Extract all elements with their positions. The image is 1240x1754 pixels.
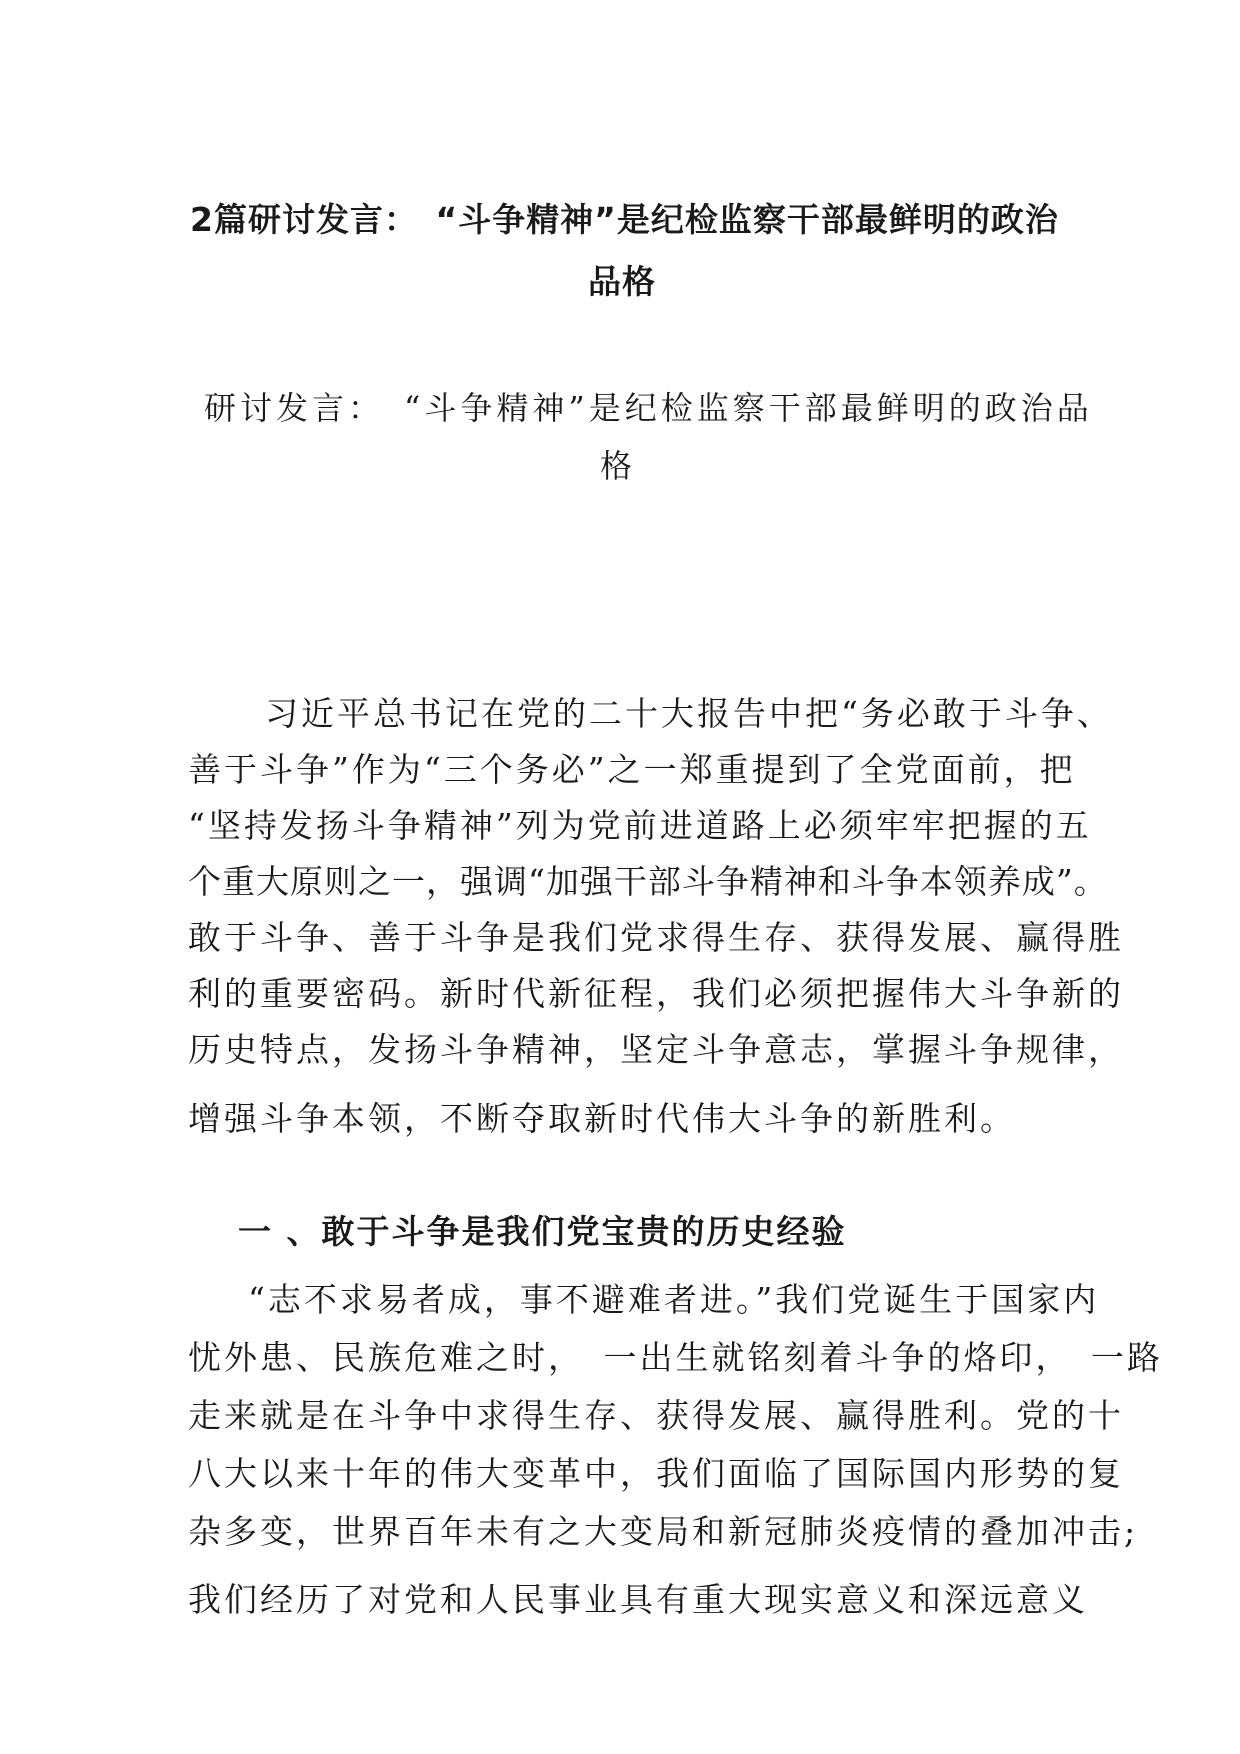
document-subtitle-line-2: 格 <box>600 447 637 485</box>
intro-paragraph-line: “坚持发扬斗争精神”列为党前进道路上必须牢牢把握的五 <box>188 806 1092 845</box>
intro-paragraph-line: 敢于斗争、善于斗争是我们党求得生存、获得发展、赢得胜 <box>188 918 1124 957</box>
section-heading: 一 、敢于斗争是我们党宝贵的历史经验 <box>238 1212 847 1251</box>
document-title-line-2: 品格 <box>588 262 656 301</box>
section-paragraph-line: 走来就是在斗争中求得生存、获得发展、赢得胜利。党的十 <box>188 1396 1124 1435</box>
intro-paragraph-line: 个重大原则之一，强调“加强干部斗争精神和斗争本领养成”。 <box>188 862 1108 901</box>
section-paragraph-line: 八大以来十年的伟大变革中，我们面临了国际国内形势的复 <box>188 1454 1124 1493</box>
section-paragraph-line: 杂多变，世界百年未有之大变局和新冠肺炎疫情的叠加冲击; <box>188 1512 1139 1551</box>
section-paragraph-line: 忧外患、民族危难之时， 一出生就铭刻着斗争的烙印， 一路 <box>188 1338 1163 1377</box>
intro-paragraph-line: 增强斗争本领，不断夺取新时代伟大斗争的新胜利。 <box>188 1099 1016 1138</box>
section-paragraph-line: 我们经历了对党和人民事业具有重大现实意义和深远意义 <box>188 1580 1088 1619</box>
document-subtitle-line-1: 研讨发言： “斗争精神”是纪检监察干部最鲜明的政治品 <box>204 389 1093 427</box>
section-paragraph-line: “志不求易者成，事不避难者进。”我们党诞生于国家内 <box>248 1280 1100 1319</box>
intro-paragraph-line: 善于斗争”作为“三个务必”之一郑重提到了全党面前，把 <box>188 750 1076 789</box>
document-title-line-1: 2篇研讨发言： “斗争精神”是纪检监察干部最鲜明的政治 <box>190 200 1059 239</box>
intro-paragraph-line: 利的重要密码。新时代新征程，我们必须把握伟大斗争新的 <box>188 974 1124 1013</box>
intro-paragraph-line: 习近平总书记在党的二十大报告中把“务必敢于斗争、 <box>265 694 1113 733</box>
intro-paragraph-line: 历史特点，发扬斗争精神，坚定斗争意志，掌握斗争规律， <box>188 1030 1124 1069</box>
